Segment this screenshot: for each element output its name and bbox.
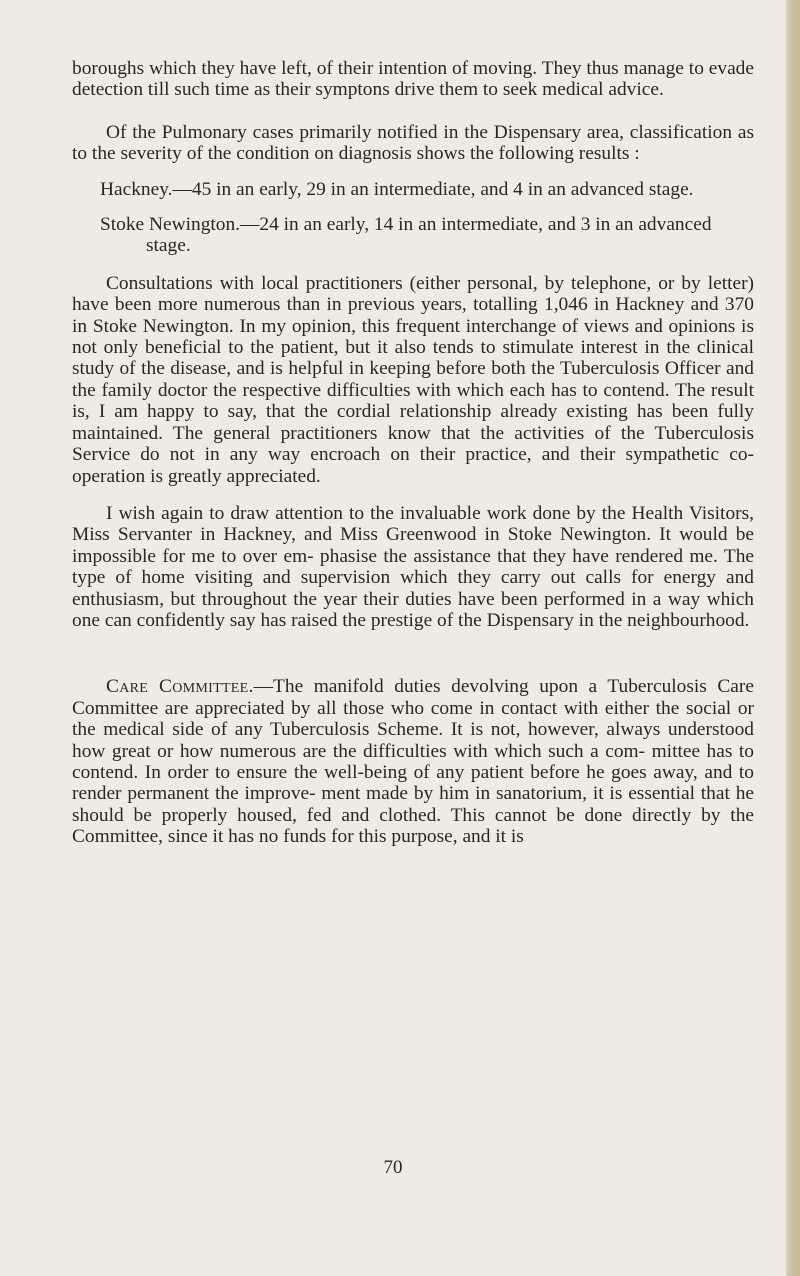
page-edge-strip [786,0,800,1276]
care-committee-body: —The manifold duties devolving upon a Tuberculosis Care Committee are appreciated by all those who come in contact with either the social or the medical side of any Tuberculosis Scheme. It is not, however, always understood how great or how numerous are the difficulties with which such a com- mittee has to contend. In order to ensure the well-being of any patient before he goes away, and to render permanent the improve- ment made by him in sanatorium, it is essential that he should be properly housed, fed and clothed. This cannot be done directly by the Committee, since it has no funds for this purpose, and it is [72,676,754,848]
paragraph-pulmonary-classification: Of the Pulmonary cases primarily notified in the Dispensary area, classification as to the severity of the condition on diagnosis shows the following results : [72,121,754,165]
paragraph-consultations: Consultations with local practitioners (either personal, by telephone, or by letter) have been more numerous than in previous years, totalling 1,046 in Hackney and 370 in Stoke Newington. In my opinion, this frequent interchange of views and opinions is not only beneficial to the patient, but it also tends to stimulate interest in the clinical study of the disease, and is helpful in keeping before both the Tuberculosis Officer and the family doctor the respective difficulties with which each has to contend. The result is, I am happy to say, that the cordial relationship already existing has been fully maintained. The general practitioners know that the activities of the Tuberculosis Service do not in any way encroach on their practice, and their sympathetic co-operation is greatly appreciated. [72,272,754,487]
paragraph-continuation: boroughs which they have left, of their intention of moving. They thus manage to evade detection till such time as their symptons drive them to seek medical advice. [72,58,754,101]
paragraph-care-committee [72,676,754,847]
page-number: 70 [383,1157,403,1178]
hackney-stage-line: Hackney.—45 in an early, 29 in an intermediate, and 4 in an advanced stage. [100,178,694,200]
care-committee-heading: Care Committee. [106,676,254,698]
paragraph-health-visitors: I wish again to draw attention to the invaluable work done by the Health Visitors, Miss Servanter in Hackney, and Miss Greenwood in Stoke Newington. It would be impossible for me to over em- phasise the assistance that they have rendered me. The type of home visiting and supervision which they carry out calls for energy and enthusiasm, but throughout the year their duties have been performed in a way which one can confidently say has raised the prestige of the Dispensary in the neighbourhood. [72,502,754,631]
stoke-newington-stage-line: Stoke Newington.—24 in an early, 14 in an intermediate, and 3 in an advanced stage. [100,214,712,257]
